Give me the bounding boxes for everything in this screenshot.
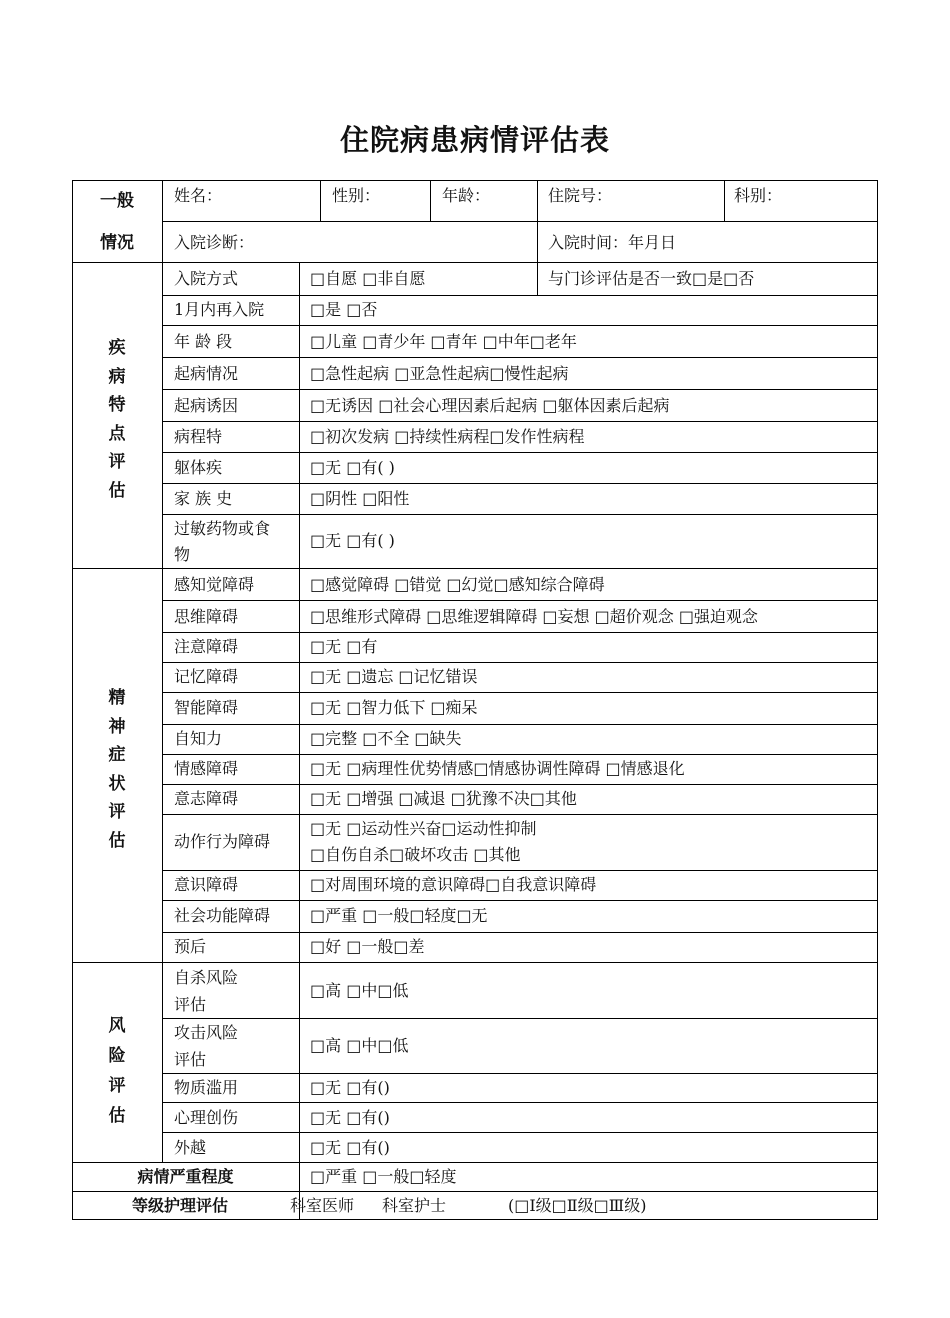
row-label: 意识障碍 xyxy=(174,875,239,894)
nursing-level-options[interactable]: (□Ⅰ级□Ⅱ级□Ⅲ级) xyxy=(508,1196,647,1215)
consistency-options[interactable]: 与门诊评估是否一致□是□否 xyxy=(548,269,755,288)
name-field[interactable]: 姓名： xyxy=(174,186,223,205)
row-label: 思维障碍 xyxy=(174,607,239,626)
row-label: 情感障碍 xyxy=(174,759,239,778)
page-title: 住院病患病情评估表 xyxy=(339,123,610,157)
behavior-options-line2[interactable]: □自伤自杀□破坏攻击 □其他 xyxy=(310,845,521,864)
suicide-risk-options[interactable]: □高 □中□低 xyxy=(310,981,409,1000)
diagnosis-field[interactable]: 入院诊断： xyxy=(174,233,255,252)
memory-options[interactable]: □无 □遗忘 □记忆错误 xyxy=(310,667,478,686)
thinking-options[interactable]: □思维形式障碍 □思维逻辑障碍 □妄想 □超价观念 □强迫观念 xyxy=(310,607,758,626)
course-options[interactable]: □初次发病 □持续性病程□发作性病程 xyxy=(310,427,585,446)
attention-options[interactable]: □无 □有 xyxy=(310,637,378,656)
row-label: 起病情况 xyxy=(174,364,239,383)
trauma-options[interactable]: □无 □有() xyxy=(310,1108,390,1127)
row-label: 自杀风险 xyxy=(174,968,239,987)
section-general-label: 一般 情况 xyxy=(100,191,134,253)
age-group-options[interactable]: □儿童 □青少年 □青年 □中年□老年 xyxy=(310,332,577,351)
row-label: 自知力 xyxy=(174,729,223,748)
row-label: 意志障碍 xyxy=(174,789,239,808)
row-label: 起病诱因 xyxy=(174,396,239,415)
row-label: 过敏药物或食 xyxy=(174,519,271,538)
department-field[interactable]: 科别： xyxy=(734,186,783,205)
row-label: 物 xyxy=(174,545,191,564)
row-label: 感知觉障碍 xyxy=(174,575,255,594)
doctor-signature[interactable]: 科室医师 xyxy=(290,1196,355,1215)
row-label: 社会功能障碍 xyxy=(174,906,271,925)
behavior-options-line1[interactable]: □无 □运动性兴奋□运动性抑制 xyxy=(310,819,537,838)
aggression-risk-options[interactable]: □高 □中□低 xyxy=(310,1036,409,1055)
allergy-options[interactable]: □无 □有( ) xyxy=(310,531,395,550)
will-options[interactable]: □无 □增强 □减退 □犹豫不决□其他 xyxy=(310,789,577,808)
consciousness-options[interactable]: □对周围环境的意识障碍□自我意识障碍 xyxy=(310,875,597,894)
admission-mode-options[interactable]: □自愿 □非自愿 xyxy=(310,269,426,288)
nursing-label: 等级护理评估 xyxy=(132,1196,229,1215)
admission-number-field[interactable]: 住院号： xyxy=(548,186,613,205)
intelligence-options[interactable]: □无 □智力低下 □痴呆 xyxy=(310,698,478,717)
row-label: 1月内再入院 xyxy=(174,300,265,319)
row-label: 家 族 史 xyxy=(174,489,233,508)
prognosis-options[interactable]: □好 □一般□差 xyxy=(310,937,425,956)
substance-abuse-options[interactable]: □无 □有() xyxy=(310,1078,390,1097)
severity-label: 病情严重程度 xyxy=(137,1167,234,1186)
row-label: 智能障碍 xyxy=(174,698,239,717)
row-label: 躯体疾 xyxy=(174,458,223,477)
row-label: 注意障碍 xyxy=(174,637,239,656)
family-history-options[interactable]: □阴性 □阳性 xyxy=(310,489,410,508)
row-label: 心理创伤 xyxy=(174,1108,239,1127)
row-label: 物质滥用 xyxy=(174,1078,239,1097)
row-label: 记忆障碍 xyxy=(174,667,239,686)
readmission-options[interactable]: □是 □否 xyxy=(310,300,378,319)
emotion-options[interactable]: □无 □病理性优势情感□情感协调性障碍 □情感退化 xyxy=(310,759,685,778)
row-label: 年 龄 段 xyxy=(174,332,233,351)
row-label: 评估 xyxy=(174,1050,207,1069)
assessment-form xyxy=(72,180,878,1220)
admission-time-field[interactable]: 入院时间：年月日 xyxy=(548,233,677,252)
social-function-options[interactable]: □严重 □一般□轻度□无 xyxy=(310,906,488,925)
row-label: 预后 xyxy=(174,937,207,956)
nurse-signature[interactable]: 科室护士 xyxy=(382,1196,447,1215)
elopement-options[interactable]: □无 □有() xyxy=(310,1138,390,1157)
perception-options[interactable]: □感觉障碍 □错觉 □幻觉□感知综合障碍 xyxy=(310,575,605,594)
row-label: 病程特 xyxy=(174,427,223,446)
section-disease-label: 疾 病 特 点 评 估 xyxy=(108,338,126,501)
row-label: 攻击风险 xyxy=(174,1023,239,1042)
row-label: 评估 xyxy=(174,995,207,1014)
row-label: 入院方式 xyxy=(174,269,239,288)
gender-field[interactable]: 性别： xyxy=(332,186,381,205)
age-field[interactable]: 年龄： xyxy=(442,186,491,205)
trigger-options[interactable]: □无诱因 □社会心理因素后起病 □躯体因素后起病 xyxy=(310,396,670,415)
onset-options[interactable]: □急性起病 □亚急性起病□慢性起病 xyxy=(310,364,569,383)
row-label: 外越 xyxy=(174,1138,207,1157)
physical-disease-options[interactable]: □无 □有( ) xyxy=(310,458,395,477)
insight-options[interactable]: □完整 □不全 □缺失 xyxy=(310,729,462,748)
severity-options[interactable]: □严重 □一般□轻度 xyxy=(310,1167,457,1186)
row-label: 动作行为障碍 xyxy=(174,832,271,851)
section-mental-label: 精 神 症 状 评 估 xyxy=(108,688,126,851)
section-risk-label: 风 险 评 估 xyxy=(108,1016,126,1126)
